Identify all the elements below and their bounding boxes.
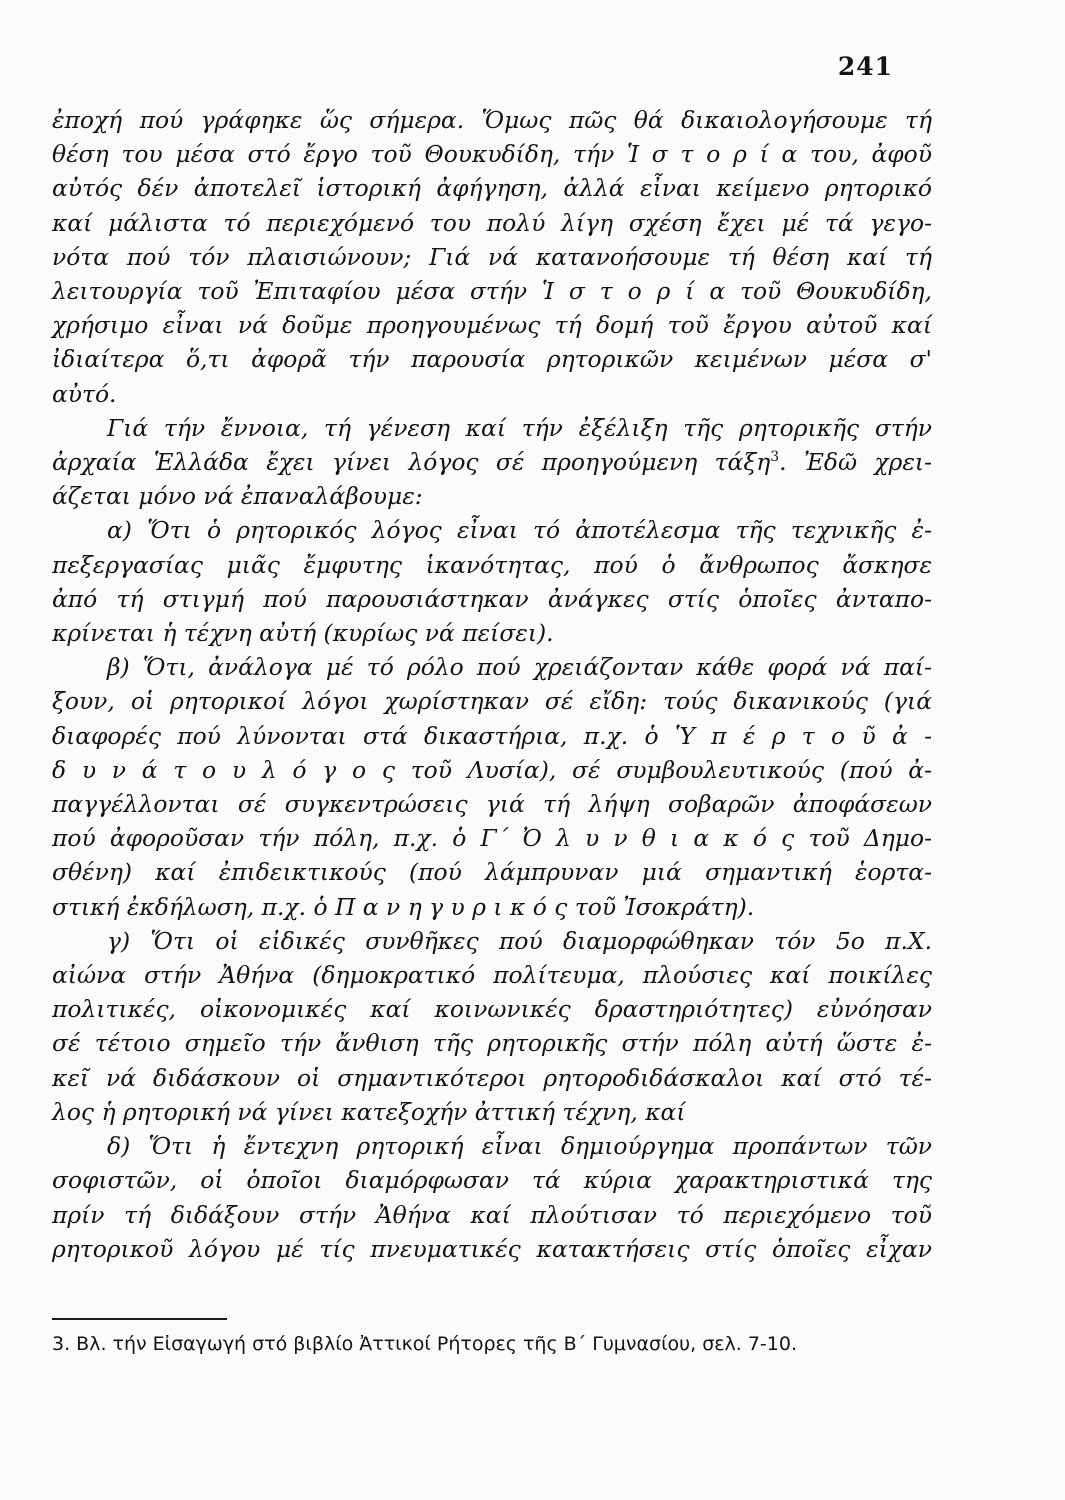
text-line: αὐτός δέν ἀποτελεῖ ἱστορική ἀφήγηση, ἀλλά εἶναι κείμενο ρητορικό	[52, 174, 932, 203]
footnote-divider	[52, 1318, 227, 1320]
text-line: θέση του μέσα στό ἔργο τοῦ Θουκυδίδη, τήν Ἱ σ τ ο ρ ί α του, ἀφοῦ	[52, 140, 932, 169]
text-fragment: . Ἐδῶ χρει-	[779, 448, 932, 477]
text-line: άζεται μόνο νά ἐπαναλάβουμε:	[52, 482, 423, 511]
text-line: λειτουργία τοῦ Ἐπιταφίου μέσα στήν Ἱ σ τ ο ρ ί α τοῦ Θουκυδίδη,	[52, 277, 932, 306]
text-line: ἰδιαίτερα ὅ,τι ἀφορᾶ τήν παρουσία ρητορικῶν κειμένων μέσα σ'	[52, 345, 932, 374]
text-line: α) Ὅτι ὁ ρητορικός λόγος εἶναι τό ἀποτέλεσμα τῆς τεχνικῆς ἐ-	[107, 516, 932, 545]
text-line: λος ἡ ρητορική νά γίνει κατεξοχήν ἀττική τέχνη, καί	[52, 1097, 686, 1126]
text-line: χρήσιμο εἶναι νά δοῦμε προηγουμένως τή δομή τοῦ ἔργου αὐτοῦ καί	[52, 311, 932, 340]
text-line: δ υ ν ά τ ο υ λ ό γ ο ς τοῦ Λυσία), σέ συμβουλευτικούς (πού ἀ-	[52, 755, 932, 784]
text-line: διαφορές πού λύνονται στά δικαστήρια, π.χ. ὁ Ὑ π έ ρ τ ο ῦ ἀ -	[52, 721, 932, 750]
body-text	[52, 103, 932, 1266]
text-line: σθένη) καί ἐπιδεικτικούς (πού λάμπρυναν μιά σημαντική ἑορτα-	[52, 858, 932, 887]
text-line: σοφιστῶν, οἱ ὁποῖοι διαμόρφωσαν τά κύρια χαρακτηριστικά της	[52, 1166, 932, 1195]
text-line: ξουν, οἱ ρητορικοί λόγοι χωρίστηκαν σέ εἴδη: τούς δικανικούς (γιά	[52, 687, 932, 716]
text-line: ἐποχή πού γράφηκε ὥς σήμερα. Ὅμως πῶς θά δικαιολογήσουμε τή	[52, 106, 932, 134]
text-line: ρητορικοῦ λόγου μέ τίς πνευματικές κατακτήσεις στίς ὁποῖες εἶχαν	[52, 1234, 932, 1263]
text-line: σέ τέτοιο σημεῖο τήν ἄνθιση τῆς ρητορικῆς στήν πόλη αὐτή ὥστε ἐ-	[52, 1029, 932, 1058]
text-line: στική ἐκδήλωση, π.χ. ὁ Π α ν η γ υ ρ ι κ ό ς τοῦ Ἰσοκράτη).	[52, 892, 755, 921]
text-line: παγγέλλονται σέ συγκεντρώσεις γιά τή λήψη σοβαρῶν ἀποφάσεων	[52, 790, 932, 819]
text-line: πολιτικές, οἰκονομικές καί κοινωνικές δραστηριότητες) εὐνόησαν	[52, 995, 932, 1024]
text-line: πού ἀφοροῦσαν τήν πόλη, π.χ. ὁ Γ΄ Ὀ λ υ ν θ ι α κ ό ς τοῦ Δημο-	[52, 824, 932, 853]
text-line: νότα πού τόν πλαισιώνουν; Γιά νά κατανοήσουμε τή θέση καί τή	[52, 242, 932, 271]
text-line: καί μάλιστα τό περιεχόμενό του πολύ λίγη σχέση ἔχει μέ τά γεγο-	[52, 208, 932, 237]
text-line: αἰώνα στήν Ἀθήνα (δημοκρατικό πολίτευμα, πλούσιες καί ποικίλες	[52, 961, 932, 990]
page-number: 241	[837, 52, 893, 81]
footnote-marker: 3	[770, 449, 780, 466]
text-line: κεῖ νά διδάσκουν οἱ σημαντικότεροι ρητοροδιδάσκαλοι καί στό τέ-	[52, 1063, 932, 1092]
text-line-with-footnote	[52, 445, 932, 479]
text-line: Γιά τήν ἔννοια, τή γένεση καί τήν ἐξέλιξη τῆς ρητορικῆς στήν	[107, 413, 932, 442]
text-fragment: ἀρχαία Ἑλλάδα ἔχει γίνει λόγος σέ προηγούμενη τάξη	[52, 448, 771, 477]
text-line: γ) Ὅτι οἱ εἰδικές συνθῆκες πού διαμορφώθηκαν τόν 5ο π.Χ.	[107, 926, 932, 955]
text-line: β) Ὅτι, ἀνάλογα μέ τό ρόλο πού χρειάζονταν κάθε φορά νά παί-	[107, 653, 932, 682]
text-line: αὐτό.	[52, 379, 117, 408]
text-line: δ) Ὅτι ἡ ἔντεχνη ρητορική εἶναι δημιούργημα προπάντων τῶν	[107, 1132, 932, 1161]
text-line: κρίνεται ἡ τέχνη αὐτή (κυρίως νά πείσει).	[52, 619, 554, 648]
text-line: πρίν τή διδάξουν στήν Ἀθήνα καί πλούτισαν τό περιεχόμενο τοῦ	[52, 1200, 932, 1229]
footnote: 3. Βλ. τήν Εἰσαγωγή στό βιβλίο Ἀττικοί Ρήτορες τῆς Β΄ Γυμνασίου, σελ. 7-10.	[52, 1333, 797, 1355]
text-line: ἀπό τή στιγμή πού παρουσιάστηκαν ἀνάγκες στίς ὁποῖες ἀνταπο-	[52, 584, 932, 613]
text-line: πεξεργασίας μιᾶς ἔμφυτης ἱκανότητας, πού ὁ ἄνθρωπος ἄσκησε	[52, 550, 932, 579]
